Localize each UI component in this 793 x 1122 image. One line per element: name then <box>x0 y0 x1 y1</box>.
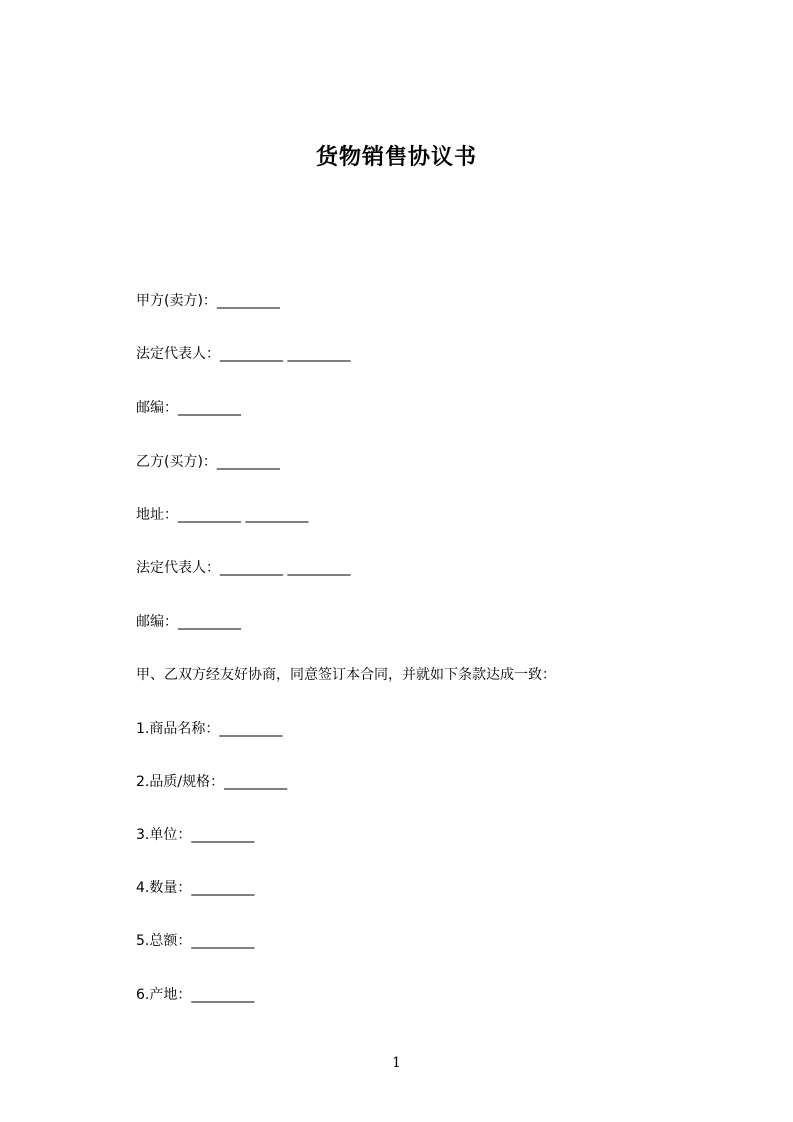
clause-product-name: 1.商品名称：_________ <box>136 721 283 737</box>
clause-unit: 3.单位：_________ <box>136 827 255 843</box>
clause-quantity: 4.数量：_________ <box>136 880 255 896</box>
buyer-party-line: 乙方(买方)：_________ <box>136 454 280 470</box>
clause-quality-specification: 2.品质/规格：_________ <box>136 774 288 790</box>
clause-origin: 6.产地：_________ <box>136 987 255 1003</box>
seller-legal-representative-line: 法定代表人：_________ _________ <box>136 346 351 362</box>
buyer-address-line: 地址：_________ _________ <box>136 507 309 523</box>
page-number: 1 <box>392 1055 401 1071</box>
buyer-postcode-line: 邮编：_________ <box>136 614 241 630</box>
document-title: 货物销售协议书 <box>315 145 477 170</box>
buyer-legal-representative-line: 法定代表人：_________ _________ <box>136 560 351 576</box>
seller-postcode-line: 邮编：_________ <box>136 400 241 416</box>
seller-party-line: 甲方(卖方)：_________ <box>136 293 280 309</box>
clause-total-amount: 5.总额：_________ <box>136 933 255 949</box>
agreement-intro-paragraph: 甲、乙双方经友好协商，同意签订本合同，并就如下条款达成一致： <box>136 667 556 683</box>
